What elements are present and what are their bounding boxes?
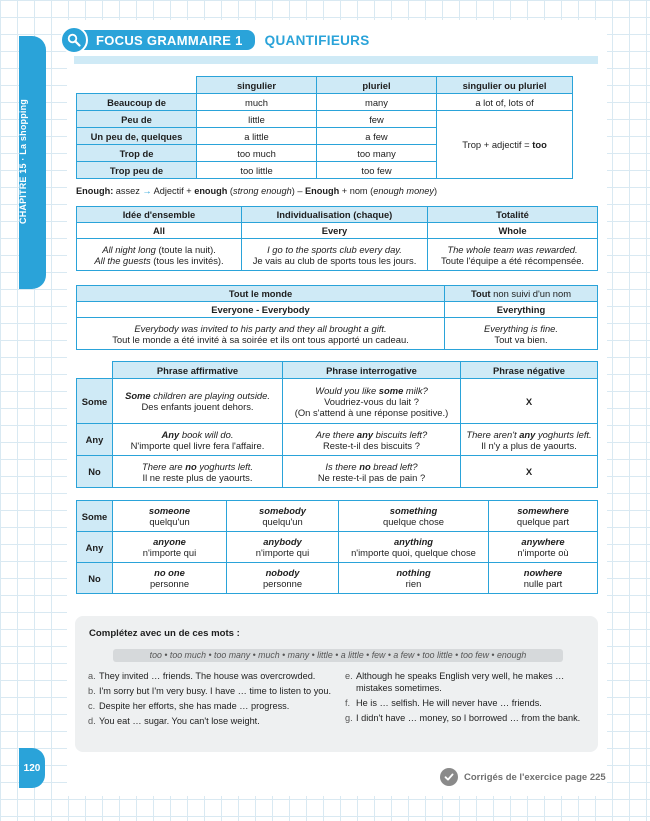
example-cell: I go to the sports club every day. Je vais au club de sports tous les jours. <box>242 239 428 271</box>
topic-title: QUANTIFIEURS <box>264 32 370 48</box>
table-row <box>77 111 573 128</box>
header-plural: pluriel <box>317 77 437 94</box>
table-row <box>77 94 573 111</box>
cell: There are no yoghurts left. Il ne reste plus de yaourts. <box>113 456 283 488</box>
cell: a few <box>317 128 437 145</box>
cell: Any book will do. N'importe quel livre fera l'affaire. <box>113 424 283 456</box>
header-cell: Phrase affirmative <box>113 362 283 379</box>
check-icon <box>440 768 458 786</box>
row-label: Peu de <box>77 111 197 128</box>
magnifier-icon <box>60 26 88 54</box>
header-cell: Phrase négative <box>461 362 598 379</box>
row-label: Some <box>77 379 113 424</box>
example-cell: All night long (toute la nuit). All the guests (tous les invités). <box>77 239 242 271</box>
enough-rule: Enough: assez → Adjectif + enough (strong enough) – Enough + nom (enough money) <box>76 186 438 196</box>
table-row <box>77 501 598 532</box>
everyone-everything-table <box>76 285 598 350</box>
table-row <box>77 532 598 563</box>
word-cell: Whole <box>428 223 598 239</box>
chapter-label: CHAPITRE 15 · La shopping <box>18 98 28 224</box>
cell: anyone n'importe qui <box>113 532 227 563</box>
header-cell: Idée d'ensemble <box>77 207 242 223</box>
cell: anybody n'importe qui <box>227 532 339 563</box>
some-any-no-sentences-table <box>76 361 598 488</box>
answers-text: Corrigés de l'exercice page 225 <box>464 771 606 783</box>
row-label: Trop de <box>77 145 197 162</box>
cell: X <box>461 379 598 424</box>
header-cell: Tout le monde <box>77 286 445 302</box>
too-adjective-cell: Trop + adjectif = too <box>437 111 573 179</box>
cell: many <box>317 94 437 111</box>
cell: nobody personne <box>227 563 339 594</box>
cell: Would you like some milk? Voudriez-vous du lait ? (On s'attend à une réponse positive.) <box>283 379 461 424</box>
cell: anything n'importe quoi, quelque chose <box>339 532 489 563</box>
row-label: No <box>77 563 113 594</box>
cell: anywhere n'importe où <box>489 532 598 563</box>
row-label: Any <box>77 532 113 563</box>
exercise-item: e. Although he speaks English very well, he makes … mistakes sometimes. <box>345 671 565 693</box>
cell: a little <box>197 128 317 145</box>
exercise-item: a. They invited … friends. The house was overcrowded. <box>88 671 316 681</box>
cell: somewhere quelque part <box>489 501 598 532</box>
cell: nothing rien <box>339 563 489 594</box>
header-cell: Individualisation (chaque) <box>242 207 428 223</box>
header-cell: Totalité <box>428 207 598 223</box>
exercise-item: d. You eat … sugar. You can't lose weight. <box>88 716 260 726</box>
exercise-item: g. I didn't have … money, so I borrowed … from the bank. <box>345 712 581 723</box>
table-row <box>77 563 598 594</box>
section-title <box>60 28 370 52</box>
word-cell: All <box>77 223 242 239</box>
word-cell: Every <box>242 223 428 239</box>
title-bar <box>74 56 598 64</box>
cell: a lot of, lots of <box>437 94 573 111</box>
answers-reference <box>440 768 606 786</box>
cell: much <box>197 94 317 111</box>
quantifiers-table <box>76 76 573 179</box>
exercise-item: f. He is … selfish. He will never have … friends. <box>345 697 542 708</box>
row-label: Some <box>77 501 113 532</box>
exercise-left-column <box>88 671 338 731</box>
exercise-item: b. I'm sorry but I'm very busy. I have … time to listen to you. <box>88 686 332 696</box>
focus-label: FOCUS GRAMMAIRE 1 <box>82 30 255 50</box>
example-cell: Everybody was invited to his party and they all brought a gift. Tout le monde a été invité à sa soirée et ils ont tous apporté un cadeau. <box>77 318 445 350</box>
exercise-right-column <box>345 671 590 728</box>
compound-words-table <box>76 500 598 594</box>
row-label: Beaucoup de <box>77 94 197 111</box>
row-label: Un peu de, quelques <box>77 128 197 145</box>
cell: too few <box>317 162 437 179</box>
row-label: Any <box>77 424 113 456</box>
header-singular: singulier <box>197 77 317 94</box>
cell: Is there no bread left? Ne reste-t-il pas de pain ? <box>283 456 461 488</box>
example-cell: Everything is fine. Tout va bien. <box>445 318 598 350</box>
table-row <box>77 424 598 456</box>
cell: somebody quelqu'un <box>227 501 339 532</box>
example-cell: The whole team was rewarded. Toute l'équipe a été récompensée. <box>428 239 598 271</box>
cell: little <box>197 111 317 128</box>
row-label: Trop peu de <box>77 162 197 179</box>
cell: no one personne <box>113 563 227 594</box>
exercise-title: Complétez avec un de ces mots : <box>89 628 240 639</box>
cell: Are there any biscuits left? Reste-t-il des biscuits ? <box>283 424 461 456</box>
cell: Some children are playing outside. Des enfants jouent dehors. <box>113 379 283 424</box>
cell: too little <box>197 162 317 179</box>
row-label: No <box>77 456 113 488</box>
cell: There aren't any yoghurts left. Il n'y a plus de yaourts. <box>461 424 598 456</box>
header-cell: Phrase interrogative <box>283 362 461 379</box>
all-every-whole-table <box>76 206 598 271</box>
header-cell: Tout non suivi d'un nom <box>445 286 598 302</box>
page-number: 120 <box>19 748 45 788</box>
table-row <box>77 456 598 488</box>
header-both: singulier ou pluriel <box>437 77 573 94</box>
cell: nowhere nulle part <box>489 563 598 594</box>
cell: few <box>317 111 437 128</box>
cell: too many <box>317 145 437 162</box>
cell: X <box>461 456 598 488</box>
cell: too much <box>197 145 317 162</box>
cell: someone quelqu'un <box>113 501 227 532</box>
word-cell: Everything <box>445 302 598 318</box>
cell: something quelque chose <box>339 501 489 532</box>
exercise-box <box>75 616 598 752</box>
table-row <box>77 379 598 424</box>
word-cell: Everyone - Everybody <box>77 302 445 318</box>
exercise-item: c. Despite her efforts, she has made … progress. <box>88 701 290 711</box>
word-bank: too • too much • too many • much • many • little • a little • few • a few • too little • too few • enough <box>113 649 563 662</box>
